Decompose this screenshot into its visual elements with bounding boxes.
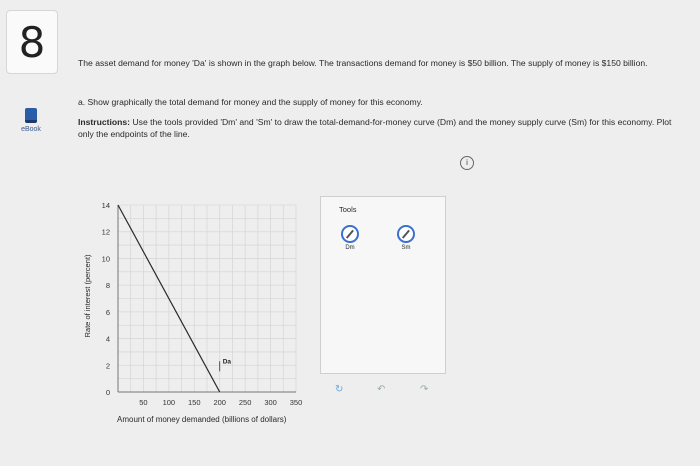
x-tick-label: 250 — [238, 398, 252, 407]
y-tick-label: 10 — [101, 254, 110, 264]
x-tick-label: 50 — [139, 398, 148, 407]
y-tick-label: 2 — [105, 361, 110, 371]
da-label: Da — [222, 358, 232, 366]
question-number: 8 — [6, 10, 58, 74]
y-tick-label: 4 — [105, 334, 110, 344]
x-tick-label: 300 — [264, 398, 277, 407]
x-tick-label: 100 — [162, 398, 176, 407]
y-tick-label: 6 — [105, 307, 110, 317]
y-tick-label: 12 — [101, 227, 110, 237]
sm-tool[interactable] — [396, 225, 416, 251]
tools-title: Tools — [339, 205, 357, 214]
dm-tool[interactable] — [340, 225, 360, 251]
ebook-label: eBook — [21, 126, 41, 133]
reset-icon[interactable]: ↻ — [335, 384, 344, 395]
x-tick-label: 350 — [289, 398, 303, 407]
dm-tool-label: Dm — [345, 245, 355, 251]
instructions-text: Use the tools provided 'Dm' and 'Sm' to draw the total-demand-for-money curve (Dm) and the money supply curve (Sm) for this economy. Plot only the endpoints of the line. — [78, 117, 672, 139]
y-tick-label: 0 — [105, 388, 110, 397]
x-axis-label: Amount of money demanded (billions of dollars) — [117, 415, 287, 424]
line-tool-icon — [397, 225, 415, 243]
chart-grid — [118, 205, 296, 392]
redo-icon[interactable]: ↷ — [420, 384, 429, 395]
y-axis-label: Rate of interest (percent) — [83, 254, 92, 338]
y-tick-label: 8 — [105, 281, 110, 291]
info-icon[interactable]: i — [460, 156, 474, 170]
instructions-label: Instructions: — [78, 117, 131, 127]
line-tool-icon — [341, 225, 359, 243]
x-tick-label: 150 — [188, 398, 201, 407]
y-tick-label: 14 — [101, 201, 110, 210]
question-paragraph: The asset demand for money 'Da' is shown in the graph below. The transactions demand for money is $50 billion. The supply of money is $150 billion. — [78, 58, 648, 68]
question-part-a: a. Show graphically the total demand for money and the supply of money for this economy. — [78, 97, 423, 107]
sm-tool-label: Sm — [401, 245, 411, 251]
tools-panel — [320, 196, 446, 374]
undo-icon[interactable]: ↶ — [377, 384, 386, 395]
x-tick-label: 200 — [213, 398, 226, 407]
